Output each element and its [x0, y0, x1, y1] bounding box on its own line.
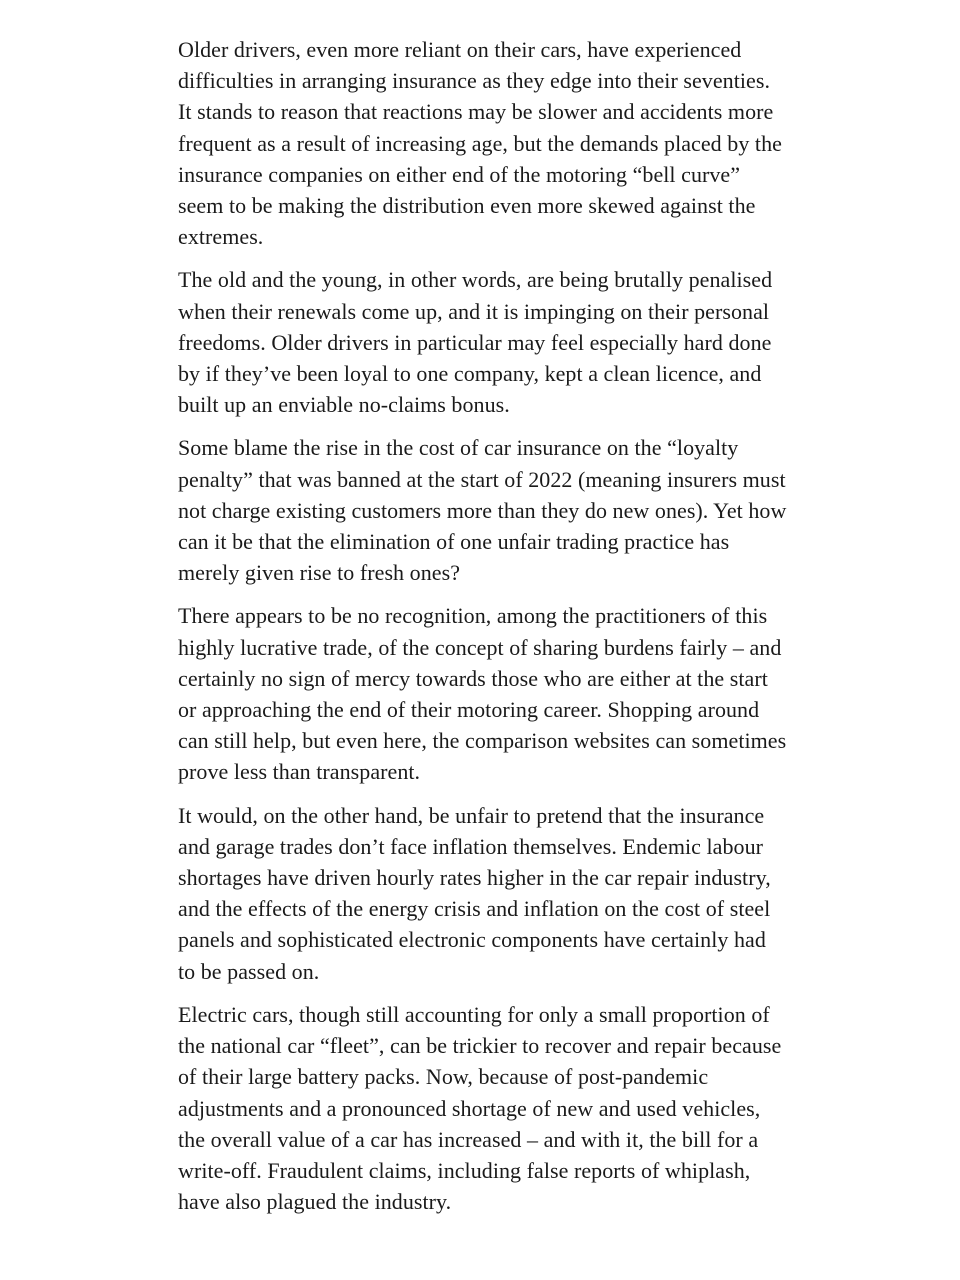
- article-paragraph: Older drivers, even more reliant on their cars, have experienced difficulties in arranging insurance as they edge into their seventies. It stands to reason that reactions may be slower and accidents more frequent as a result of increasing age, but the demands placed by the insurance companies on either end of the motoring “bell curve” seem to be making the distribution even more skewed against the extremes.: [178, 37, 782, 250]
- article-body: [178, 34, 788, 1229]
- article-paragraph: There appears to be no recognition, among the practitioners of this highly lucrative trade, of the concept of sharing burdens fairly – and certainly no sign of mercy towards those who are either at the start or approaching the end of their motoring career. Shopping around can still help, but even here, the comparison websites can sometimes prove less than transparent.: [178, 603, 787, 785]
- article-paragraph: Electric cars, though still accounting for only a small proportion of the national car “fleet”, can be trickier to recover and repair because of their large battery packs. Now, because of post-pandemic adjustments and a pronounced shortage of new and used vehicles, the overall value of a car has increased – and with it, the bill for a write-off. Fraudulent claims, including false reports of whiplash, have also plagued the industry.: [178, 1001, 782, 1215]
- article-paragraph: It would, on the other hand, be unfair to pretend that the insurance and garage trades don’t face inflation themselves. Endemic labour shortages have driven hourly rates higher in the car repair industry, and the effects of the energy crisis and inflation on the cost of steel panels and sophisticated electronic components have certainly had to be passed on.: [178, 802, 771, 984]
- article-paragraph: Some blame the rise in the cost of car insurance on the “loyalty penalty” that was banned at the start of 2022 (meaning insurers must not charge existing customers more than they do new ones). Yet how can it be that the elimination of one unfair trading practice has merely given rise to fresh ones?: [178, 435, 787, 586]
- article-paragraph: The old and the young, in other words, are being brutally penalised when their renewals come up, and it is impinging on their personal freedoms. Older drivers in particular may feel especially hard done by if they’ve been loyal to one company, kept a clean licence, and built up an enviable no-claims bonus.: [178, 267, 773, 418]
